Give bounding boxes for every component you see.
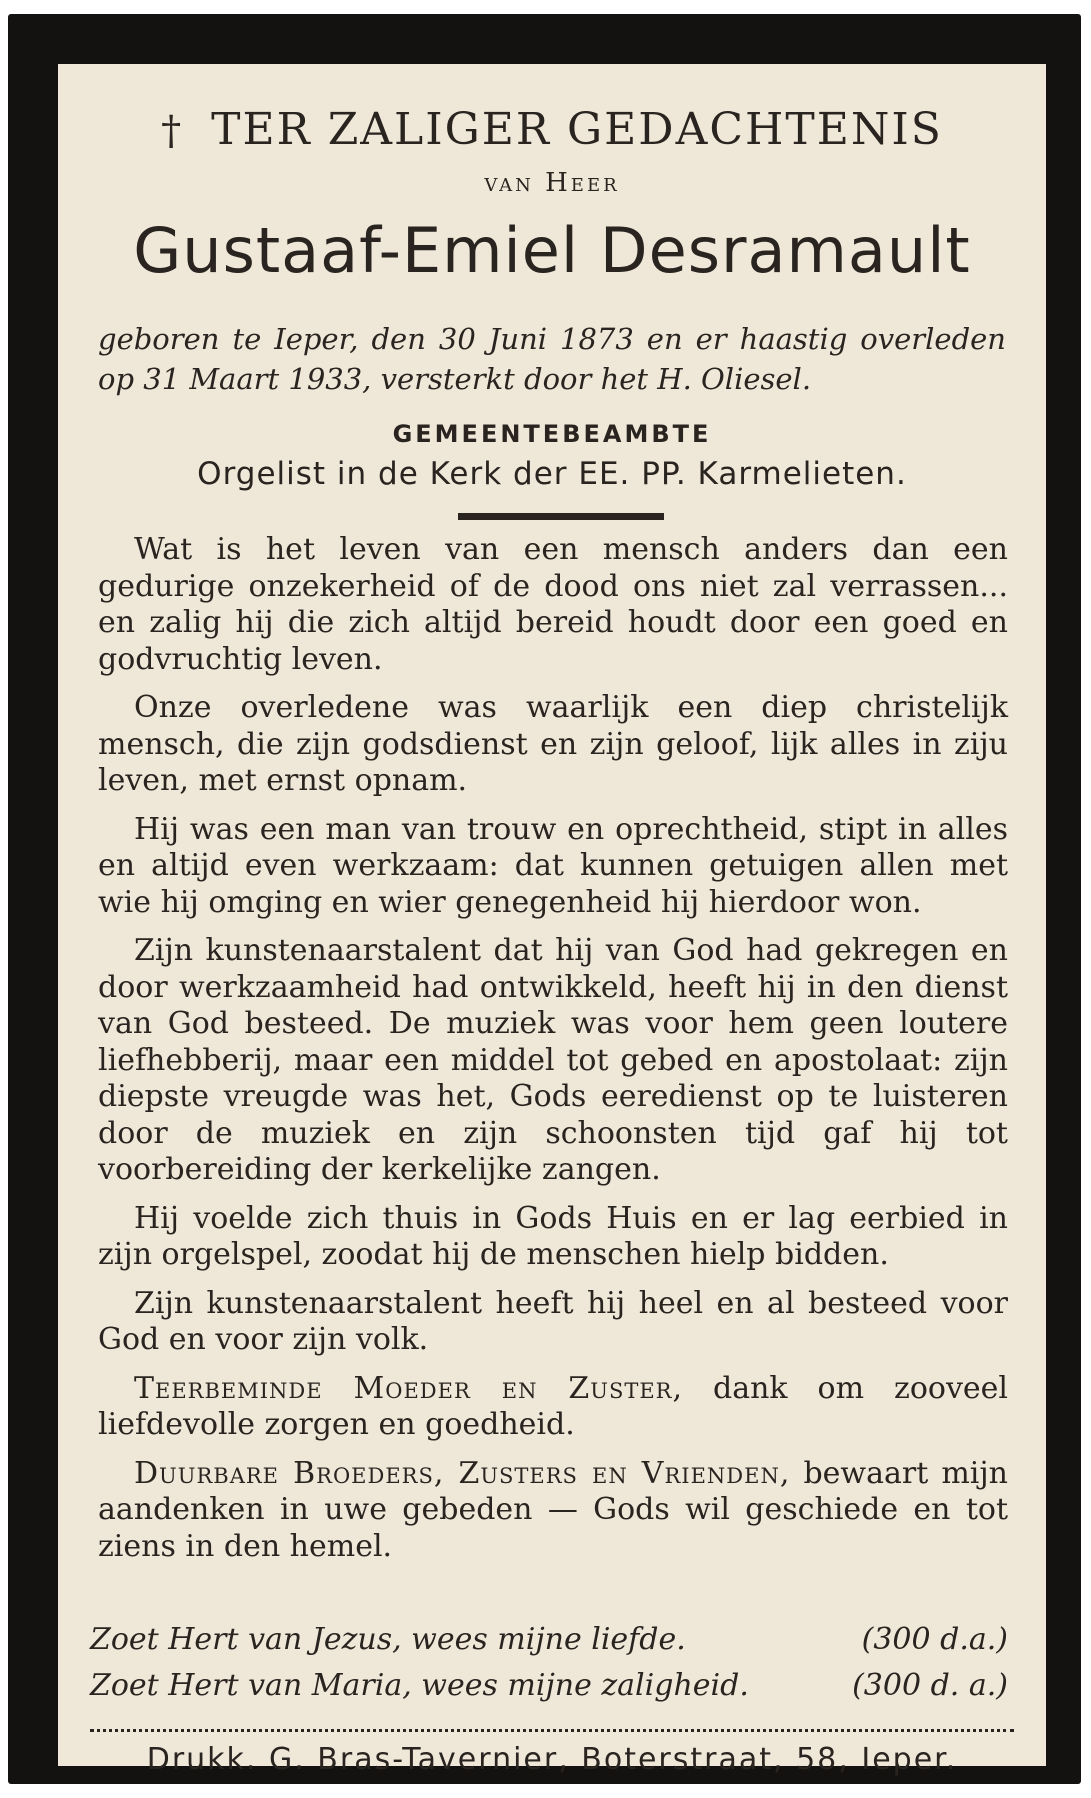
prayer-line bbox=[90, 1622, 1008, 1657]
occupation-heading: GEMEENTEBEAMBTE bbox=[392, 420, 712, 448]
printer-imprint: Drukk. G. Bras-Tavernier, Boterstraat, 58, Ieper. bbox=[146, 1742, 958, 1777]
mother-lead: Teerbeminde Moeder en Zuster, bbox=[134, 1370, 684, 1406]
body-paragraph: Zijn kunstenaarstalent heeft hij heel en al besteed voor God en voor zijn volk. bbox=[98, 1285, 1008, 1357]
prayer-text: Zoet Hert van Jezus, wees mijne liefde. bbox=[90, 1622, 686, 1657]
prayer-text: Zoet Hert van Maria, wees mijne zaligheid. bbox=[90, 1668, 749, 1703]
cross-icon: † bbox=[161, 108, 184, 154]
deceased-name: Gustaaf-Emiel Desramault bbox=[133, 214, 971, 287]
mother-paragraph bbox=[98, 1371, 1008, 1444]
birth-death-text: geboren te Ieper, den 30 Juni 1873 en er haastig overleden op 31 Maart 1933, versterkt door het H. Oliesel. bbox=[98, 322, 1006, 396]
card-body bbox=[98, 532, 1008, 1577]
body-paragraph: Hij voelde zich thuis in Gods Huis en er lag eerbied in zijn orgelspel, zoodat hij de menschen hielp bidden. bbox=[98, 1200, 1008, 1272]
divider-rule bbox=[458, 513, 664, 520]
card-title bbox=[78, 104, 1026, 155]
prayer-indulgence: (300 d. a.) bbox=[852, 1668, 1008, 1703]
card-paper bbox=[58, 64, 1046, 1777]
friends-rest: bewaart mijn aandenken in uwe gebeden — Gods wil geschiede en tot ziens in den hemel. bbox=[98, 1455, 1008, 1564]
memorial-card bbox=[8, 14, 1081, 1784]
mother-rest: dank om zooveel liefdevolle zorgen en goedheid. bbox=[98, 1370, 1008, 1442]
friends-paragraph bbox=[98, 1456, 1008, 1566]
dotted-divider bbox=[90, 1729, 1014, 1732]
body-paragraph: Zijn kunstenaarstalent dat hij van God had gekregen en door werkzaamheid had ontwikkeld, heeft hij in den dienst van God besteed. De muziek was voor hem geen loutere liefhebberij, maar een middel tot gebed en apostolaat: zijn diepste vreugde was het, Gods eeredienst op te luisteren door de muziek en zijn schoonsten tijd gaf hij tot voorbereiding der kerkelijke zangen. bbox=[98, 933, 1008, 1187]
prayer-indulgence: (300 d.a.) bbox=[861, 1622, 1008, 1657]
card-content bbox=[78, 64, 1026, 1777]
body-paragraph: Hij was een man van trouw en oprechtheid, stipt in alles en altijd even werkzaam: dat kunnen getuigen allen met wie hij omging en wier genegenheid hij hierdoor won. bbox=[98, 811, 1008, 920]
card-subtitle: van Heer bbox=[484, 168, 620, 198]
title-text: TER ZALIGER GEDACHTENIS bbox=[211, 104, 943, 155]
body-paragraph: Onze overledene was waarlijk een diep christelijk mensch, die zijn godsdienst en zijn geloof, lijk alles in ziju leven, met ernst opnam. bbox=[98, 690, 1008, 798]
friends-lead: Duurbare Broeders, Zusters en Vrienden, bbox=[134, 1455, 791, 1491]
role-text: Orgelist in de Kerk der EE. PP. Karmelieten. bbox=[197, 456, 907, 492]
prayer-line bbox=[90, 1668, 1008, 1703]
body-paragraph: Wat is het leven van een mensch anders dan een gedurige onzekerheid of de dood ons niet zal verrassen... en zalig hij die zich altijd bereid houdt door een goed en godvruchtig leven. bbox=[98, 532, 1008, 677]
